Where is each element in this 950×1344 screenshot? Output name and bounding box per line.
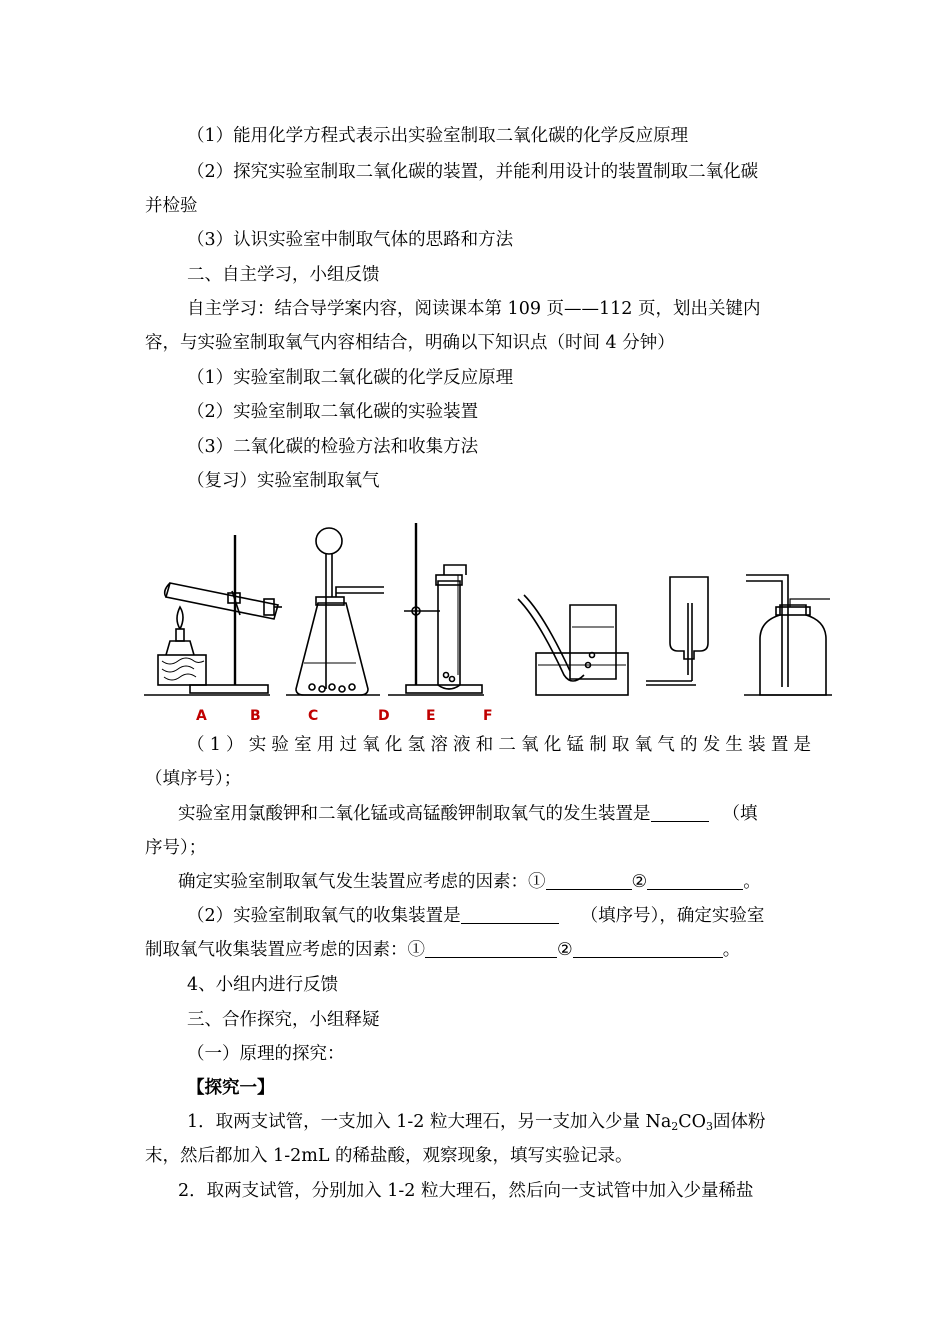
objective-3: （3）认识实验室中制取气体的思路和方法 xyxy=(187,230,514,250)
question-1-cont: （填序号）； xyxy=(145,769,242,789)
apparatus-e xyxy=(518,595,628,695)
label-b: B xyxy=(250,708,261,724)
objective-1: （1）能用化学方程式表示出实验室制取二氧化碳的化学反应原理 xyxy=(187,126,689,146)
apparatus-figure xyxy=(140,515,840,730)
self-study-intro: 自主学习：结合导学案内容，阅读课本第 109 页——112 页，划出关键内 xyxy=(187,299,761,319)
label-d: D xyxy=(378,708,390,724)
objective-2-cont: 并检验 xyxy=(145,196,198,216)
apparatus-b xyxy=(286,528,384,695)
question-2: 实验室用氯酸钾和二氧化锰或高锰酸钾制取氧气的发生装置是 （填 xyxy=(178,804,758,824)
question-1: （1）实验室用过氧化氢溶液和二氧化锰制取氧气的发生装置是 xyxy=(187,735,817,755)
label-f: F xyxy=(483,708,493,724)
question-3: 确定实验室制取氧气发生装置应考虑的因素：① ② 。 xyxy=(178,872,761,892)
objective-2: （2）探究实验室制取二氧化碳的装置，并能利用设计的装置制取二氧化碳 xyxy=(187,162,759,182)
apparatus-f xyxy=(646,575,832,695)
feedback-step: 4、小组内进行反馈 xyxy=(187,975,339,995)
step-2: 2．取两支试管，分别加入 1-2 粒大理石，然后向一支试管中加入少量稀盐 xyxy=(178,1181,754,1201)
answer-blank[interactable] xyxy=(425,939,557,958)
answer-blank[interactable] xyxy=(546,871,632,890)
question-2-cont: 序号）； xyxy=(145,838,207,858)
answer-blank[interactable] xyxy=(461,905,559,924)
principle-heading: （一）原理的探究： xyxy=(187,1044,345,1064)
answer-blank[interactable] xyxy=(573,939,723,958)
step-1-cont: 末，然后都加入 1-2mL 的稀盐酸，观察现象，填写实验记录。 xyxy=(145,1146,633,1166)
point-1: （1）实验室制取二氧化碳的化学反应原理 xyxy=(187,368,514,388)
explore-1-heading: 【探究一】 xyxy=(187,1078,275,1098)
question-4: （2）实验室制取氧气的收集装置是 （填序号），确定实验室 xyxy=(187,906,765,926)
review-heading: （复习）实验室制取氧气 xyxy=(187,471,380,491)
label-e: E xyxy=(426,708,436,724)
label-c: C xyxy=(308,708,319,724)
point-2: （2）实验室制取二氧化碳的实验装置 xyxy=(187,402,479,422)
answer-blank[interactable] xyxy=(651,803,709,822)
section-3-heading: 三、合作探究，小组释疑 xyxy=(187,1010,380,1030)
apparatus-c-d xyxy=(388,523,484,695)
label-a: A xyxy=(196,708,207,724)
point-3: （3）二氧化碳的检验方法和收集方法 xyxy=(187,437,479,457)
step-1: 1．取两支试管，一支加入 1-2 粒大理石，另一支加入少量 $Na_2CO_3$固体粉 xyxy=(187,1112,766,1133)
apparatus-drawing xyxy=(140,515,840,705)
answer-blank[interactable] xyxy=(647,871,743,890)
apparatus-a xyxy=(144,535,282,695)
question-4-cont: 制取氧气收集装置应考虑的因素：① ② 。 xyxy=(145,940,741,960)
section-2-heading: 二、自主学习，小组反馈 xyxy=(187,265,380,285)
self-study-intro-cont: 容，与实验室制取氧气内容相结合，明确以下知识点（时间 4 分钟） xyxy=(145,333,675,353)
